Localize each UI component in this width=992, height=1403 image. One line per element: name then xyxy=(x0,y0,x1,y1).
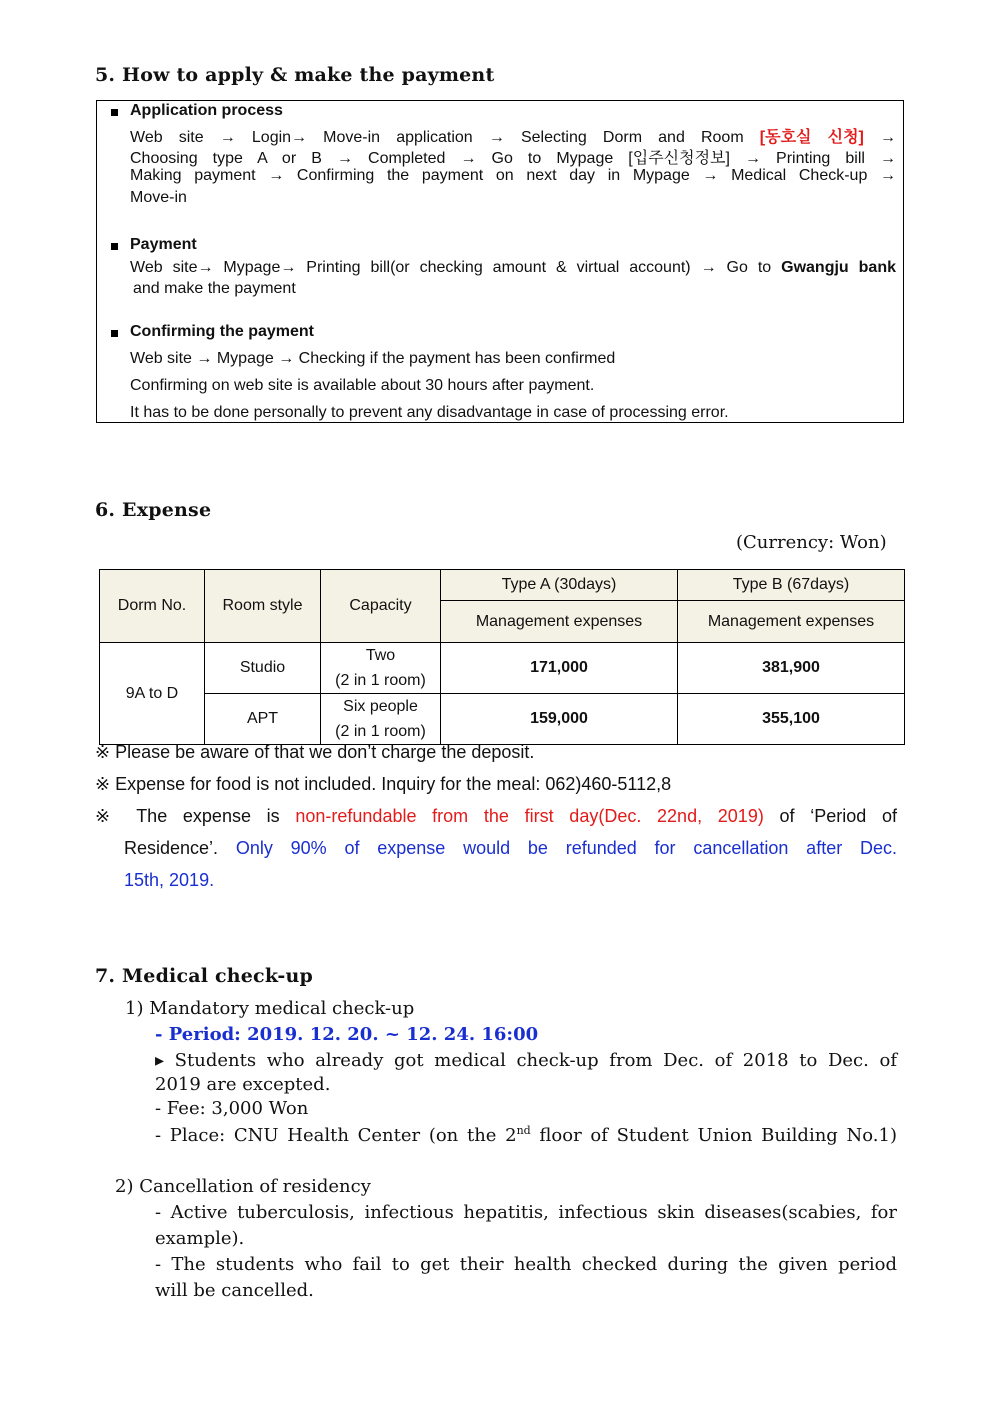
section6-title: 6. Expense xyxy=(95,499,212,521)
expense-table xyxy=(99,569,905,745)
cancellation-line-4: will be cancelled. xyxy=(155,1280,314,1301)
note-refund-line-3: 15th, 2019. xyxy=(124,870,215,890)
confirming-line-1: Web site → Mypage → Checking if the payment has been confirmed xyxy=(130,350,616,367)
type-b-cell: 381,900 xyxy=(678,643,905,694)
confirming-line-3: It has to be done personally to prevent any disadvantage in case of processing error. xyxy=(130,404,729,421)
payment-line-1: Web site→ Mypage→ Printing bill(or checking amount & virtual account) → Go to Gwangju bank xyxy=(130,259,896,276)
header-capacity: Capacity xyxy=(321,570,441,643)
medical-period: - Period: 2019. 12. 20. ~ 12. 24. 16:00 xyxy=(155,1024,539,1045)
application-line-2: Choosing type A or B → Completed → Go to Mypage [입주신청정보] → Printing bill → xyxy=(130,150,896,167)
table-row xyxy=(100,643,905,694)
medical-fee: - Fee: 3,000 Won xyxy=(155,1098,309,1119)
cancellation-line-1: - Active tuberculosis, infectious hepatitis, infectious skin diseases(scabies, for xyxy=(155,1202,897,1223)
type-a-cell: 159,000 xyxy=(441,694,678,745)
medical-place: - Place: CNU Health Center (on the 2nd floor of Student Union Building No.1) xyxy=(155,1124,897,1146)
room-style-cell: APT xyxy=(205,694,321,745)
capacity-cell: Two (2 in 1 room) xyxy=(321,643,441,694)
header-room-style: Room style xyxy=(205,570,321,643)
confirming-heading: Confirming the payment xyxy=(130,323,315,340)
bullet-icon xyxy=(111,109,118,116)
medical-item-2-title: 2) Cancellation of residency xyxy=(115,1176,371,1197)
reference-mark-icon: ※ xyxy=(95,742,111,762)
bullet-icon xyxy=(111,243,118,250)
table-row xyxy=(100,694,905,745)
dorm-cell: 9A to D xyxy=(100,643,205,745)
reference-mark-icon: ※ xyxy=(95,774,111,794)
note-food: ※ Expense for food is not included. Inquiry for the meal: 062)460-5112,8 xyxy=(95,774,672,794)
section5-title: 5. How to apply & make the payment xyxy=(95,64,495,86)
medical-students-line-2: 2019 are excepted. xyxy=(155,1074,331,1095)
type-b-cell: 355,100 xyxy=(678,694,905,745)
header-mgmt-b: Management expenses xyxy=(678,601,905,643)
header-dorm: Dorm No. xyxy=(100,570,205,643)
medical-students-line-1: ▸ Students who already got medical check-up from Dec. of 2018 to Dec. of xyxy=(155,1050,897,1071)
confirming-line-2: Confirming on web site is available about 30 hours after payment. xyxy=(130,377,595,394)
cancellation-line-2: example). xyxy=(155,1228,245,1249)
capacity-cell: Six people (2 in 1 room) xyxy=(321,694,441,745)
note-refund-line-2: Residence’. Only 90% of expense would be refunded for cancellation after Dec. xyxy=(124,838,897,858)
medical-item-1-title: 1) Mandatory medical check-up xyxy=(125,998,415,1019)
reference-mark-icon: ※ xyxy=(95,806,121,826)
header-mgmt-a: Management expenses xyxy=(441,601,678,643)
application-line-3: Making payment → Confirming the payment on next day in Mypage → Medical Check-up → xyxy=(130,167,896,184)
currency-note: (Currency: Won) xyxy=(736,532,887,553)
application-box xyxy=(96,100,904,423)
note-deposit: ※ Please be aware of that we don’t charge the deposit. xyxy=(95,742,535,762)
application-heading: Application process xyxy=(130,102,283,119)
application-line-4: Move-in xyxy=(130,189,187,206)
payment-line-2: and make the payment xyxy=(133,280,296,297)
application-line-1: Web site → Login→ Move-in application → Selecting Dorm and Room [동호실 신청] → xyxy=(130,129,897,146)
header-type-a: Type A (30days) xyxy=(441,570,678,601)
section7-title: 7. Medical check-up xyxy=(95,965,314,987)
note-refund-line-1: ※ The expense is non-refundable from the first day(Dec. 22nd, 2019) of ‘Period of xyxy=(95,806,897,826)
bullet-icon xyxy=(111,330,118,337)
cancellation-line-3: - The students who fail to get their health checked during the given period xyxy=(155,1254,897,1275)
header-type-b: Type B (67days) xyxy=(678,570,905,601)
room-style-cell: Studio xyxy=(205,643,321,694)
type-a-cell: 171,000 xyxy=(441,643,678,694)
payment-heading: Payment xyxy=(130,236,197,253)
